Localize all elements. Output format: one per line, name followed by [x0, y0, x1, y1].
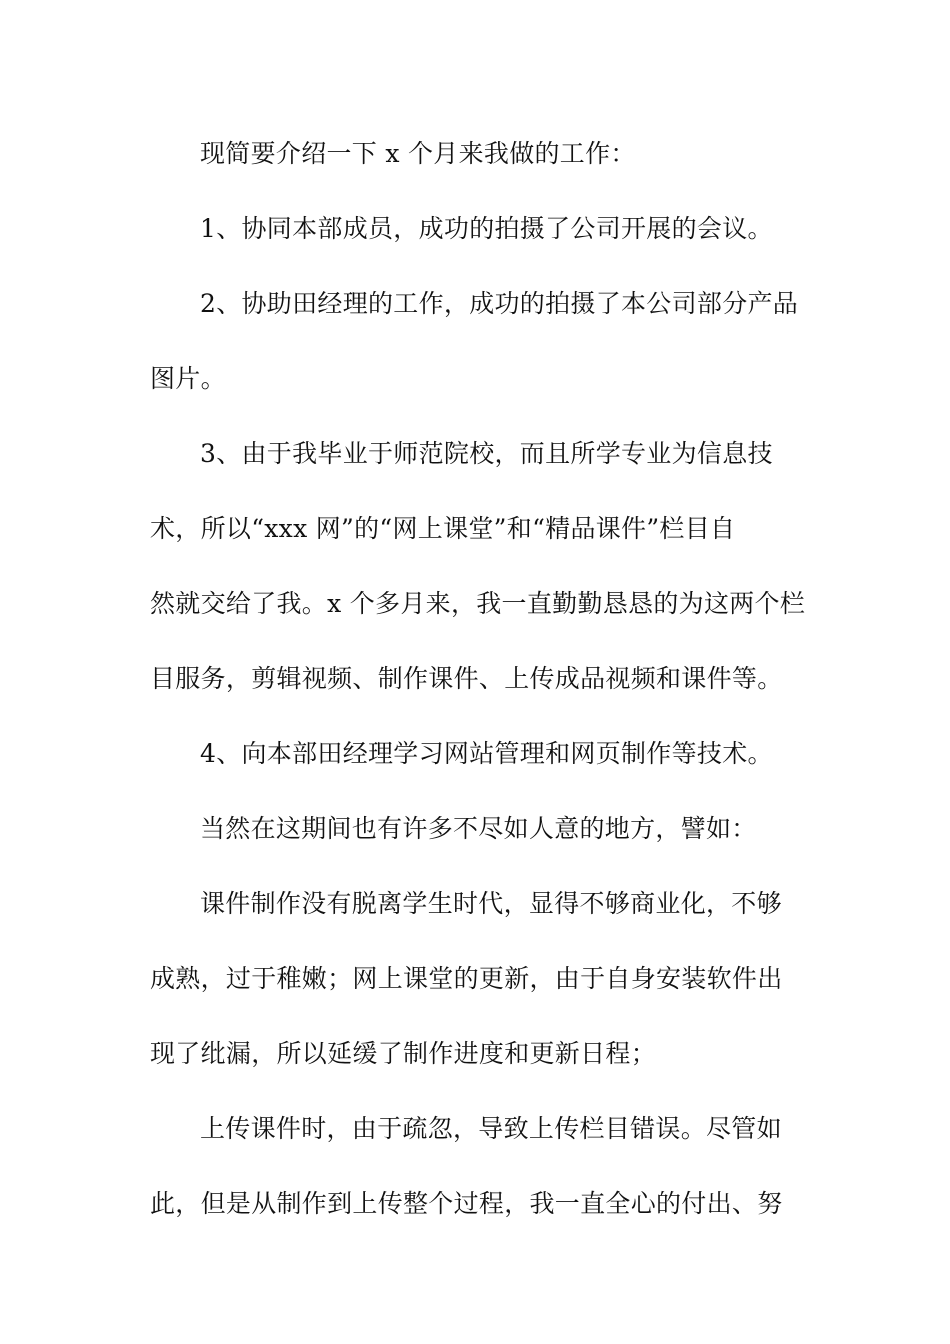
paragraph-upload-line-1: 上传课件时，由于疏忽，导致上传栏目错误。尽管如	[200, 1114, 782, 1143]
paragraph-item-3-line-2: 术，所以“xxx 网”的“网上课堂”和“精品课件”栏目自	[150, 514, 736, 543]
paragraph-shortcomings-intro: 当然在这期间也有许多不尽如人意的地方，譬如：	[200, 814, 757, 843]
paragraph-courseware-line-1: 课件制作没有脱离学生时代，显得不够商业化，不够	[200, 889, 782, 918]
paragraph-item-3-line-1: 3、由于我毕业于师范院校，而且所学专业为信息技	[200, 439, 773, 468]
paragraph-item-1: 1、协同本部成员，成功的拍摄了公司开展的会议。	[200, 214, 773, 243]
paragraph-item-4: 4、向本部田经理学习网站管理和网页制作等技术。	[200, 739, 773, 768]
paragraph-item-2-line-1: 2、协助田经理的工作，成功的拍摄了本公司部分产品	[200, 289, 799, 318]
paragraph-intro: 现简要介绍一下 x 个月来我做的工作：	[200, 139, 636, 168]
paragraph-courseware-line-2: 成熟，过于稚嫩；网上课堂的更新，由于自身安装软件出	[150, 964, 783, 993]
paragraph-item-3-line-4: 目服务，剪辑视频、制作课件、上传成品视频和课件等。	[150, 664, 783, 693]
paragraph-upload-line-2: 此，但是从制作到上传整个过程，我一直全心的付出、努	[150, 1189, 783, 1218]
paragraph-item-3-line-3: 然就交给了我。x 个多月来，我一直勤勤恳恳的为这两个栏	[150, 589, 806, 618]
paragraph-item-2-line-2: 图片。	[150, 364, 226, 393]
paragraph-courseware-line-3: 现了纰漏，所以延缓了制作进度和更新日程；	[150, 1039, 657, 1068]
